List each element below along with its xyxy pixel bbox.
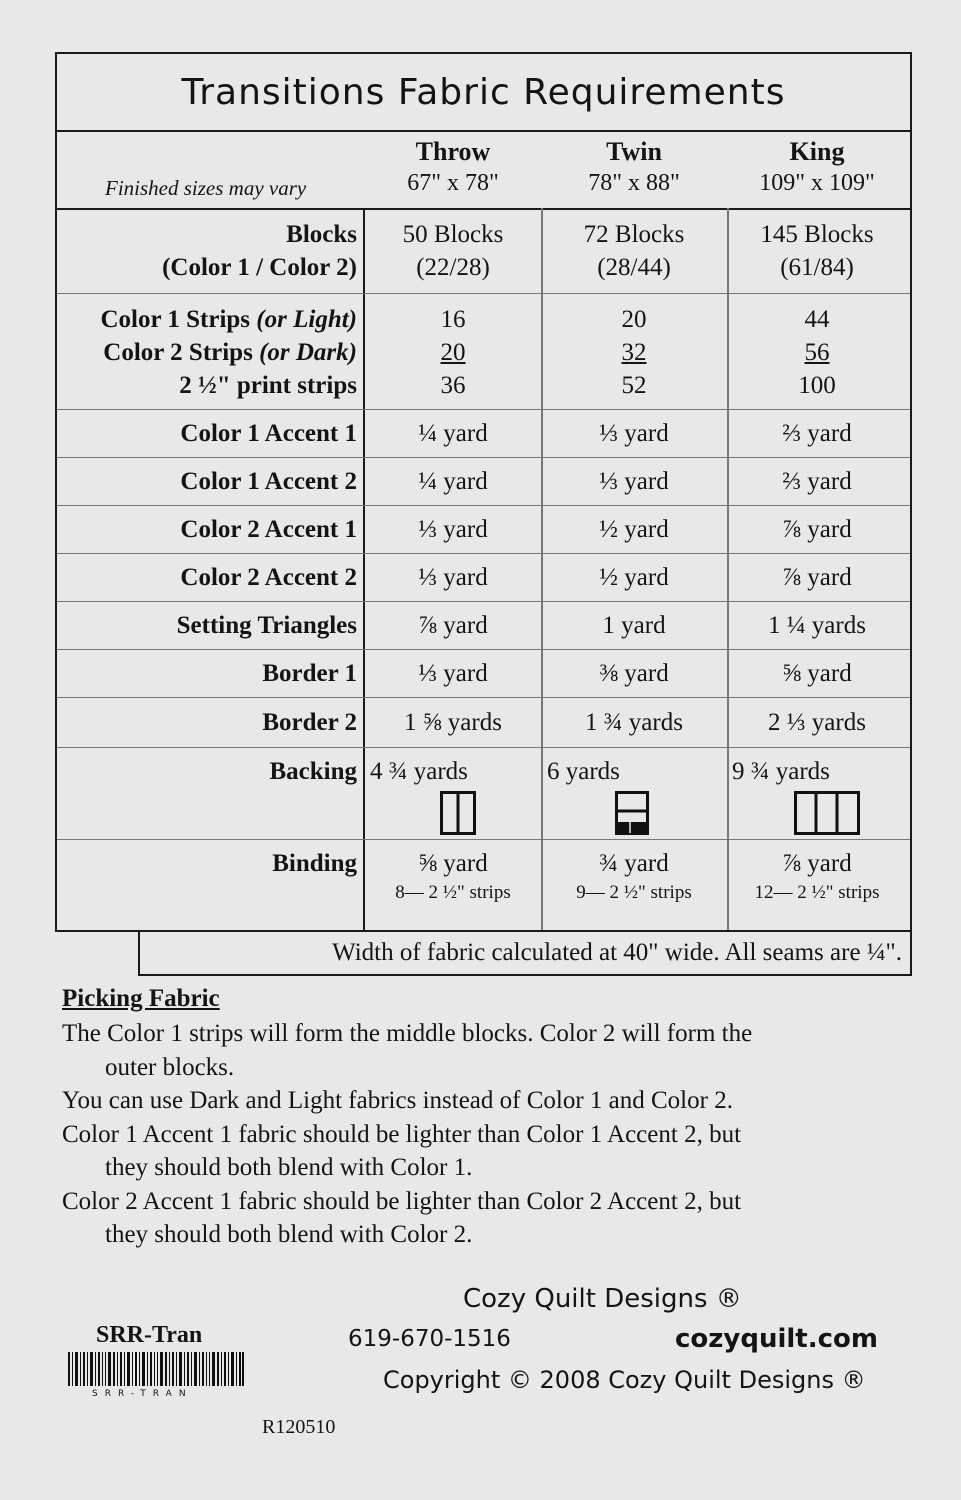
cell: ⅓ yard: [418, 660, 488, 687]
sizes-note: Finished sizes may vary: [105, 176, 307, 200]
text-line: they should both blend with Color 1.: [105, 1154, 473, 1181]
cell: 6 yards: [547, 758, 620, 785]
cell: ⅞ yard: [782, 564, 852, 591]
cell: 9 ¾ yards: [732, 758, 830, 785]
cell: ¾ yard: [599, 850, 669, 877]
text-line: outer blocks.: [105, 1053, 235, 1081]
label-text: Color 1 Strips: [100, 306, 257, 333]
cell: ⅔ yard: [782, 420, 852, 447]
table-row-blocks: [57, 208, 910, 294]
column-size: 78" x 88": [588, 170, 680, 196]
cell: 145 Blocks: [760, 221, 874, 248]
two-panel-backing-icon: [440, 791, 476, 835]
cell: ⅓ yard: [599, 420, 669, 447]
cell: 56: [804, 339, 830, 366]
column-size: 109" x 109": [759, 170, 875, 196]
cell: ½ yard: [599, 516, 669, 543]
label-text: Color 2 Strips: [103, 339, 260, 366]
table-row-border2: [57, 698, 910, 748]
cell: 20: [440, 339, 466, 366]
column-name: Twin: [606, 137, 662, 166]
row-label: Setting Triangles: [176, 612, 357, 639]
table-row-strips: [57, 294, 910, 410]
panel-with-strip-backing-icon: [615, 791, 649, 835]
binding-strips: 12— 2 ½" strips: [754, 882, 880, 903]
cell: ⅞ yard: [782, 850, 852, 877]
cell: ⅝ yard: [782, 660, 852, 687]
column-twin: [544, 136, 724, 198]
cell: ⅜ yard: [599, 660, 669, 687]
picking-fabric-heading: Picking Fabric: [62, 985, 220, 1012]
binding-strips: 8— 2 ½" strips: [395, 882, 511, 903]
cell: ¼ yard: [418, 468, 488, 495]
table-title: Transitions Fabric Requirements: [57, 54, 910, 132]
barcode-text: SRR-TRAN: [92, 1389, 193, 1399]
cell: 72 Blocks: [583, 221, 685, 248]
table-row-color2-accent1: [57, 506, 910, 554]
cell: 32: [621, 339, 647, 366]
binding-strips: 9— 2 ½" strips: [576, 882, 692, 903]
row-label: Blocks: [286, 221, 357, 248]
cell: (61/84): [780, 254, 854, 281]
row-label: [57, 303, 357, 336]
fabric-requirements-table: [55, 52, 912, 932]
row-label: Backing: [269, 758, 357, 785]
cell: 44: [804, 306, 830, 333]
cell: 4 ¾ yards: [370, 758, 468, 785]
table-row-backing: [57, 748, 910, 840]
cell: 2 ⅓ yards: [768, 709, 866, 736]
three-panel-backing-icon: [794, 791, 860, 835]
picking-paragraph: [62, 1017, 902, 1252]
row-label: Color 1 Accent 1: [180, 420, 357, 447]
revision-code: R120510: [262, 1416, 336, 1438]
company-phone: 619-670-1516: [348, 1326, 511, 1352]
table-row-setting-triangles: [57, 602, 910, 650]
row-label: 2 ½" print strips: [179, 372, 357, 399]
cell: ⅝ yard: [418, 850, 488, 877]
text-line: You can use Dark and Light fabrics instead of Color 1 and Color 2.: [62, 1087, 733, 1114]
cell: 100: [798, 372, 836, 399]
text-line: Color 2 Accent 1 fabric should be lighter than Color 2 Accent 2, but: [62, 1187, 742, 1215]
company-website: cozyquilt.com: [675, 1324, 878, 1354]
row-label: Color 2 Accent 2: [180, 564, 357, 591]
row-sublabel: (Color 1 / Color 2): [162, 254, 357, 281]
fabric-width-note: Width of fabric calculated at 40" wide. All seams are ¼".: [138, 932, 912, 976]
cell: 1 ⅝ yards: [404, 709, 502, 736]
row-label: Border 2: [262, 709, 357, 736]
cell: (22/28): [416, 254, 490, 281]
row-label: [57, 336, 357, 369]
column-size: 67" x 78": [407, 170, 499, 196]
cell: ⅞ yard: [782, 516, 852, 543]
copyright: Copyright © 2008 Cozy Quilt Designs ®: [383, 1366, 866, 1394]
label-italic: (or Light): [256, 306, 357, 333]
cell: ⅓ yard: [418, 516, 488, 543]
barcode-icon: [68, 1352, 244, 1388]
row-label: Color 2 Accent 1: [180, 516, 357, 543]
text-line: The Color 1 strips will form the middle blocks. Color 2 will form the: [62, 1020, 753, 1047]
row-label: Border 1: [262, 660, 357, 687]
cell: 50 Blocks: [402, 221, 504, 248]
text-line: they should both blend with Color 2.: [105, 1221, 473, 1248]
cell: ⅞ yard: [418, 612, 488, 639]
cell: 16: [440, 306, 466, 333]
column-name: Throw: [415, 137, 491, 166]
cell: ½ yard: [599, 564, 669, 591]
row-label: Binding: [272, 850, 357, 877]
company-name: Cozy Quilt Designs ®: [463, 1284, 742, 1314]
product-sku: SRR-Tran: [96, 1322, 203, 1348]
row-label: Color 1 Accent 2: [180, 468, 357, 495]
text-line: Color 1 Accent 1 fabric should be lighter than Color 1 Accent 2, but: [62, 1120, 742, 1148]
table-row-color2-accent2: [57, 554, 910, 602]
cell: 20: [621, 306, 647, 333]
label-italic: (or Dark): [259, 339, 357, 366]
table-row-color1-accent1: [57, 410, 910, 458]
table-row-color1-accent2: [57, 458, 910, 506]
cell: 36: [440, 372, 466, 399]
cell: (28/44): [597, 254, 671, 281]
cell: 1 yard: [602, 612, 666, 639]
size-header-row: [57, 130, 910, 210]
cell: ⅔ yard: [782, 468, 852, 495]
cell: ⅓ yard: [599, 468, 669, 495]
cell: 1 ¾ yards: [585, 709, 683, 736]
cell: ¼ yard: [418, 420, 488, 447]
column-king: [727, 136, 907, 198]
column-name: King: [789, 137, 845, 166]
table-row-border1: [57, 650, 910, 698]
cell: 52: [621, 372, 647, 399]
cell: ⅓ yard: [418, 564, 488, 591]
table-row-binding: [57, 840, 910, 930]
column-throw: [363, 136, 543, 198]
cell: 1 ¼ yards: [768, 612, 866, 639]
